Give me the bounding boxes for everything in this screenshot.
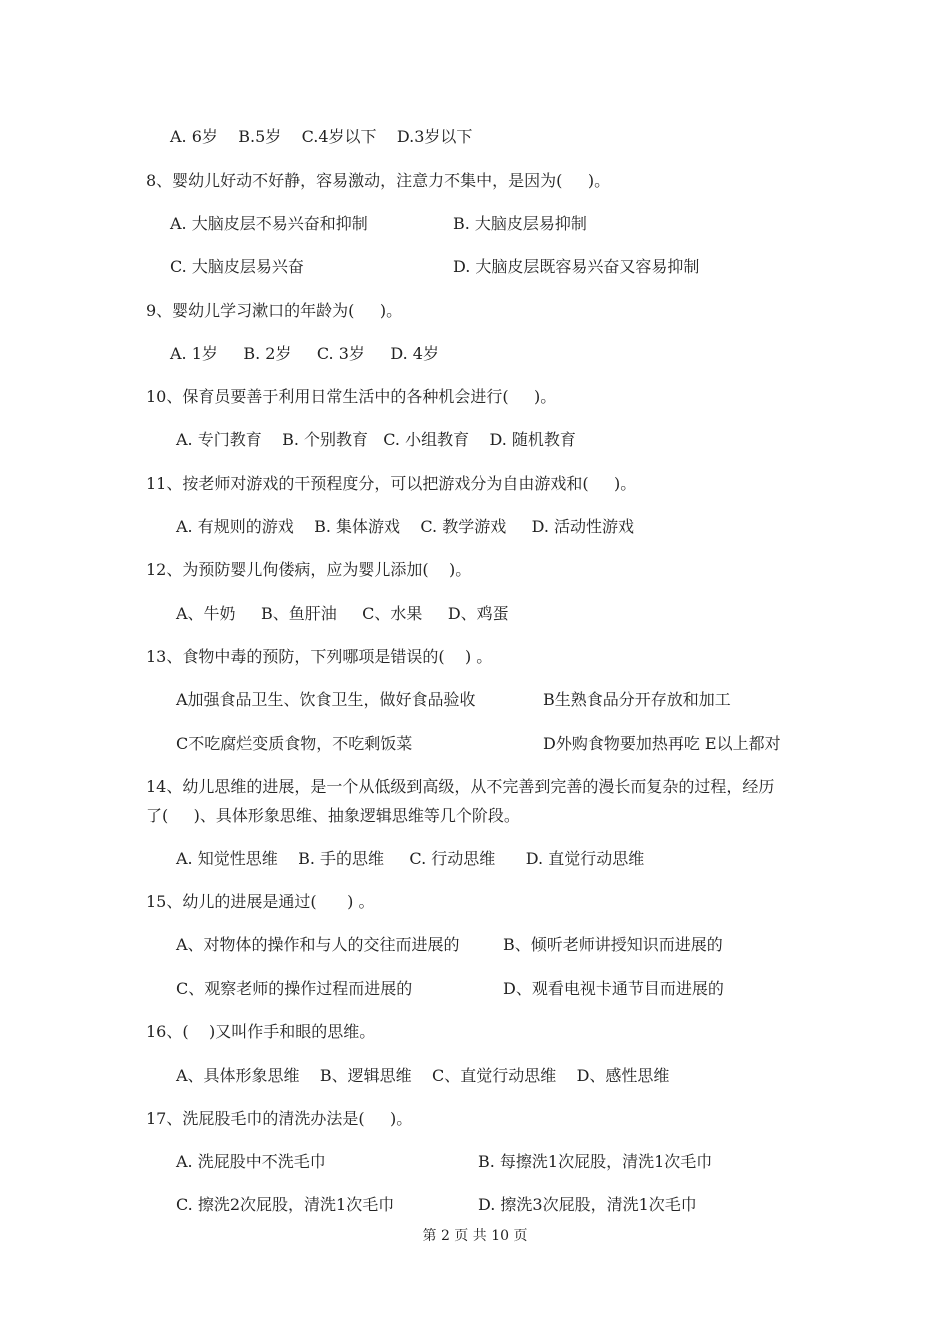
q17-option-d: D. 擦洗3次屁股，清洗1次毛巾 (478, 1195, 697, 1214)
q10-options: A. 专门教育 B. 个别教育 C. 小组教育 D. 随机教育 (176, 430, 576, 449)
q8-option-b: B. 大脑皮层易抑制 (453, 214, 587, 233)
q12-options: A、牛奶 B、鱼肝油 C、水果 D、鸡蛋 (176, 604, 509, 623)
q13-stem: 13、食物中毒的预防，下列哪项是错误的( ) 。 (146, 647, 493, 666)
q14-stem-line1: 14、幼儿思维的进展，是一个从低级到高级，从不完善到完善的漫长而复杂的过程，经历 (146, 777, 775, 796)
q10-stem: 10、保育员要善于利用日常生活中的各种机会进行( )。 (146, 387, 557, 406)
q16-options: A、具体形象思维 B、逻辑思维 C、直觉行动思维 D、感性思维 (176, 1066, 670, 1085)
q15-option-c: C、观察老师的操作过程而进展的 (176, 979, 413, 998)
q17-option-b: B. 每擦洗1次屁股，清洗1次毛巾 (478, 1152, 713, 1171)
q16-stem: 16、( )又叫作手和眼的思维。 (146, 1022, 376, 1041)
q7-options: A. 6岁 B.5岁 C.4岁以下 D.3岁以下 (170, 127, 473, 146)
q15-option-b: B、倾听老师讲授知识而进展的 (503, 935, 723, 954)
q11-stem: 11、按老师对游戏的干预程度分，可以把游戏分为自由游戏和( )。 (146, 474, 637, 493)
q13-option-c: C不吃腐烂变质食物，不吃剩饭菜 (176, 734, 413, 753)
q17-option-a: A. 洗屁股中不洗毛巾 (176, 1152, 326, 1171)
q17-option-c: C. 擦洗2次屁股，清洗1次毛巾 (176, 1195, 395, 1214)
q9-options: A. 1岁 B. 2岁 C. 3岁 D. 4岁 (170, 344, 439, 363)
q17-stem: 17、洗屁股毛巾的清洗办法是( )。 (146, 1109, 413, 1128)
q13-option-de: D外购食物要加热再吃 E以上都对 (543, 734, 781, 753)
q15-option-d: D、观看电视卡通节目而进展的 (503, 979, 724, 998)
q8-stem: 8、婴幼儿好动不好静，容易激动，注意力不集中，是因为( )。 (146, 171, 611, 190)
q14-options: A. 知觉性思维 B. 手的思维 C. 行动思维 D. 直觉行动思维 (176, 849, 645, 868)
q15-option-a: A、对物体的操作和与人的交往而进展的 (176, 935, 460, 954)
q9-stem: 9、婴幼儿学习漱口的年龄为( )。 (146, 301, 403, 320)
q14-stem-line2: 了( )、具体形象思维、抽象逻辑思维等几个阶段。 (146, 806, 520, 825)
q13-option-a: A加强食品卫生、饮食卫生，做好食品验收 (176, 690, 476, 709)
q8-option-c: C. 大脑皮层易兴奋 (170, 257, 304, 276)
q8-option-a: A. 大脑皮层不易兴奋和抑制 (170, 214, 368, 233)
q8-option-d: D. 大脑皮层既容易兴奋又容易抑制 (453, 257, 700, 276)
page-footer: 第 2 页 共 10 页 (422, 1228, 528, 1244)
q11-options: A. 有规则的游戏 B. 集体游戏 C. 教学游戏 D. 活动性游戏 (176, 517, 635, 536)
q13-option-b: B生熟食品分开存放和加工 (543, 690, 731, 709)
q15-stem: 15、幼儿的进展是通过( ) 。 (146, 892, 375, 911)
q12-stem: 12、为预防婴儿佝偻病，应为婴儿添加( )。 (146, 560, 472, 579)
